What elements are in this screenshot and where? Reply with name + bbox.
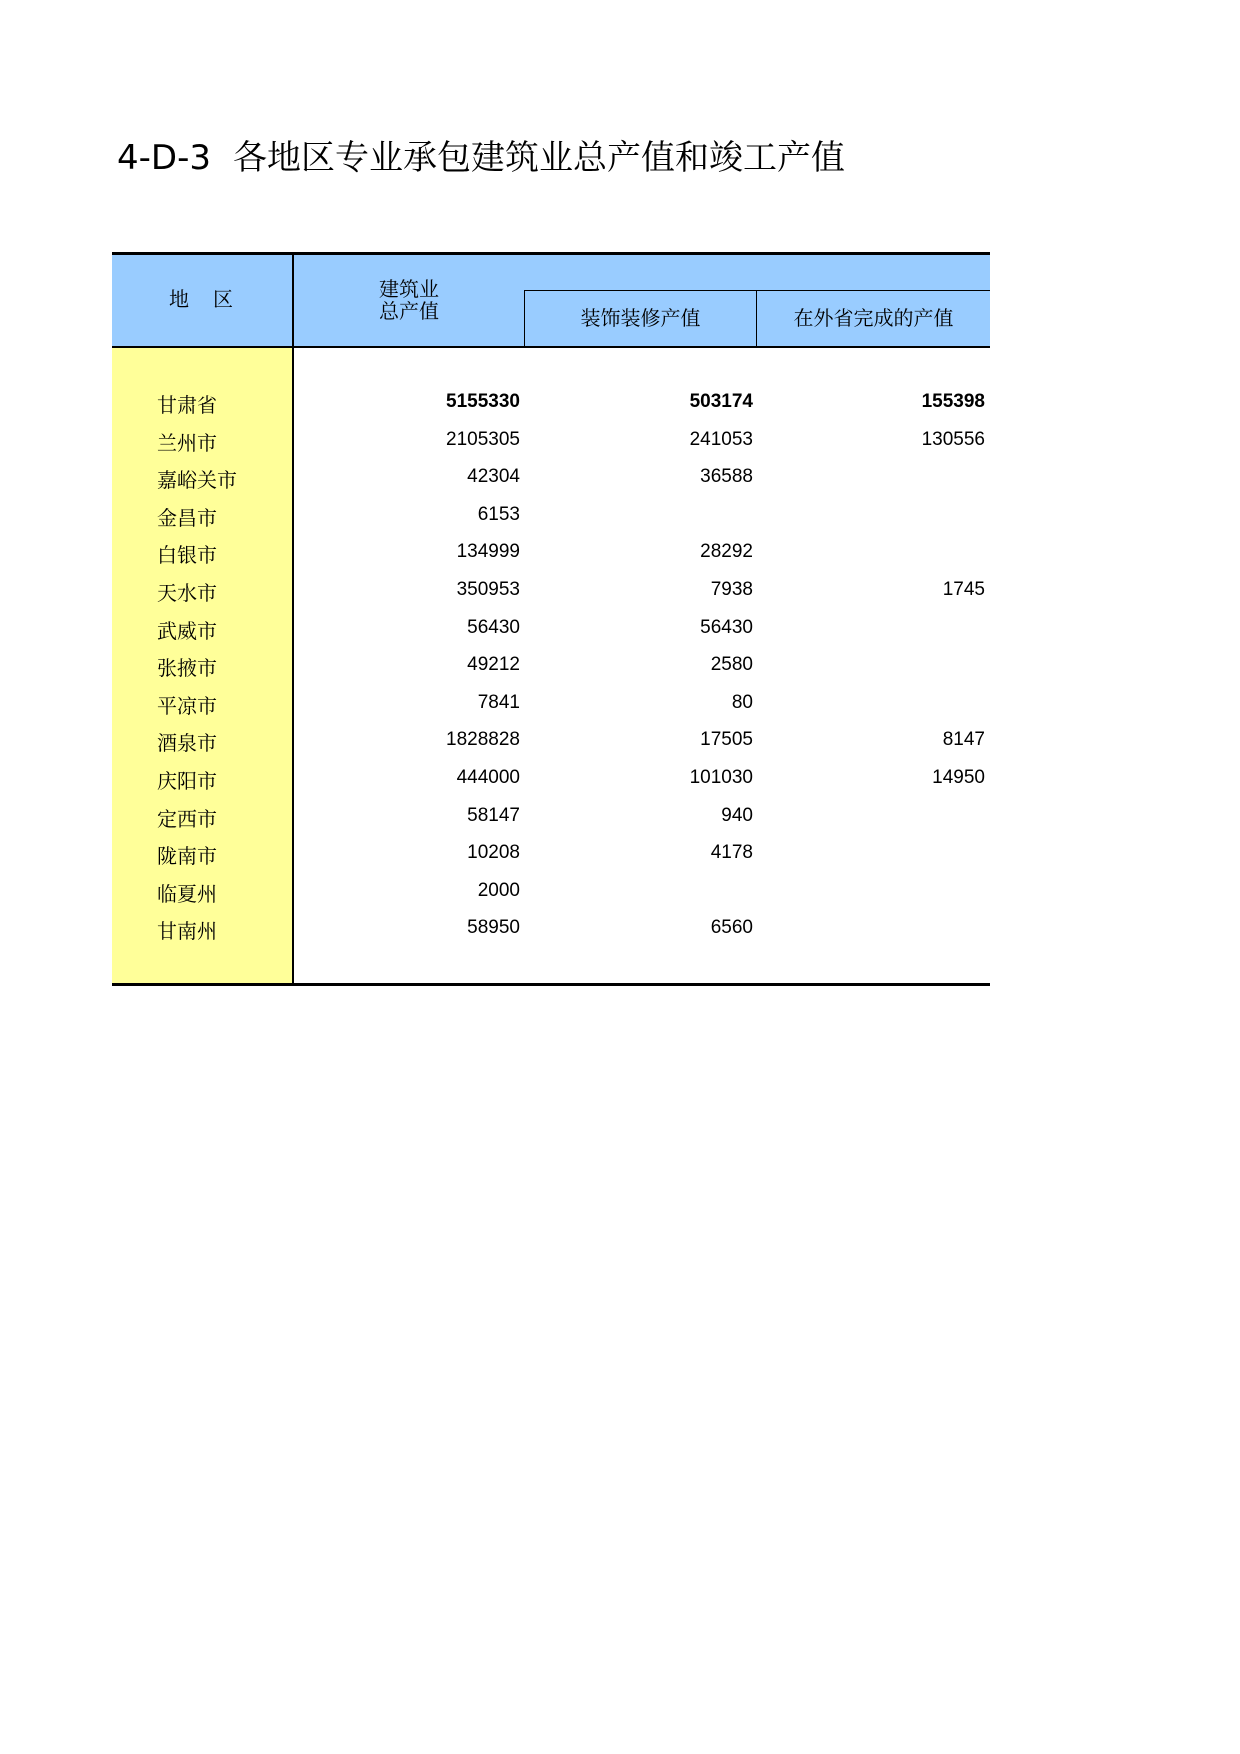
region-cell: 白银市	[157, 543, 217, 568]
header-rule	[112, 346, 990, 348]
table-body	[112, 385, 990, 949]
table-name: 各地区专业承包建筑业总产值和竣工产值	[232, 138, 845, 178]
region-cell: 庆阳市	[157, 768, 217, 793]
total-cell: 5155330	[446, 391, 520, 412]
table-row	[112, 911, 990, 949]
decoration-cell: 6560	[710, 917, 753, 939]
header-region: 地 区	[169, 287, 235, 311]
decoration-cell: 940	[721, 804, 753, 826]
decoration-cell: 56430	[700, 616, 753, 638]
table-row	[112, 686, 990, 724]
region-cell: 嘉峪关市	[157, 468, 237, 493]
region-cell: 临夏州	[157, 881, 217, 906]
decoration-cell: 80	[731, 691, 753, 713]
total-cell: 58950	[467, 917, 520, 939]
decoration-cell: 241053	[689, 428, 753, 450]
total-cell: 10208	[467, 842, 520, 864]
region-cell: 张掖市	[157, 656, 217, 681]
table-row	[112, 498, 990, 536]
region-cell: 定西市	[157, 806, 217, 831]
header-total-line1: 建筑业	[379, 277, 439, 301]
region-cell: 陇南市	[157, 844, 217, 869]
bottom-rule	[112, 983, 990, 986]
decoration-cell: 17505	[700, 729, 753, 751]
table-row	[112, 836, 990, 874]
region-cell: 武威市	[157, 618, 217, 643]
data-table	[112, 252, 990, 986]
total-cell: 58147	[467, 804, 520, 826]
table-row	[112, 385, 990, 423]
total-cell: 1828828	[446, 729, 520, 751]
table-row	[112, 611, 990, 649]
total-cell: 56430	[467, 616, 520, 638]
out-province-cell: 14950	[932, 766, 985, 788]
header-total	[294, 278, 524, 322]
table-row	[112, 648, 990, 686]
decoration-cell: 7938	[710, 578, 753, 600]
total-cell: 134999	[456, 541, 520, 563]
region-cell: 酒泉市	[157, 731, 217, 756]
page-title	[117, 130, 845, 179]
region-cell: 甘南州	[157, 919, 217, 944]
table-row	[112, 874, 990, 912]
decoration-cell: 2580	[710, 654, 753, 676]
total-cell: 2105305	[446, 428, 520, 450]
out-province-cell: 1745	[942, 578, 985, 600]
out-province-cell: 155398	[921, 391, 985, 412]
table-row	[112, 573, 990, 611]
header-decoration: 装饰装修产值	[580, 306, 701, 330]
decoration-cell: 36588	[700, 466, 753, 488]
header-total-line2: 总产值	[379, 299, 439, 323]
table-row	[112, 799, 990, 837]
decoration-cell: 4178	[710, 842, 753, 864]
region-cell: 平凉市	[157, 693, 217, 718]
table-code: 4-D-3	[117, 138, 211, 178]
region-cell: 金昌市	[157, 505, 217, 530]
total-cell: 6153	[477, 503, 520, 525]
decoration-cell: 503174	[689, 391, 753, 412]
subheader-rule	[524, 290, 990, 291]
total-cell: 49212	[467, 654, 520, 676]
table-row	[112, 460, 990, 498]
out-province-cell: 130556	[921, 428, 985, 450]
total-cell: 2000	[477, 879, 520, 901]
region-cell: 天水市	[157, 580, 217, 605]
table-row	[112, 761, 990, 799]
table-row	[112, 423, 990, 461]
region-cell: 兰州市	[157, 430, 217, 455]
region-cell: 甘肃省	[157, 393, 217, 417]
header-out-province: 在外省完成的产值	[793, 306, 954, 330]
table-row	[112, 535, 990, 573]
decoration-cell: 28292	[700, 541, 753, 563]
total-cell: 7841	[477, 691, 520, 713]
table-row	[112, 723, 990, 761]
out-province-cell: 8147	[942, 729, 985, 751]
decoration-cell: 101030	[689, 766, 753, 788]
total-cell: 444000	[456, 766, 520, 788]
total-cell: 42304	[467, 466, 520, 488]
total-cell: 350953	[456, 578, 520, 600]
top-rule	[112, 252, 990, 255]
